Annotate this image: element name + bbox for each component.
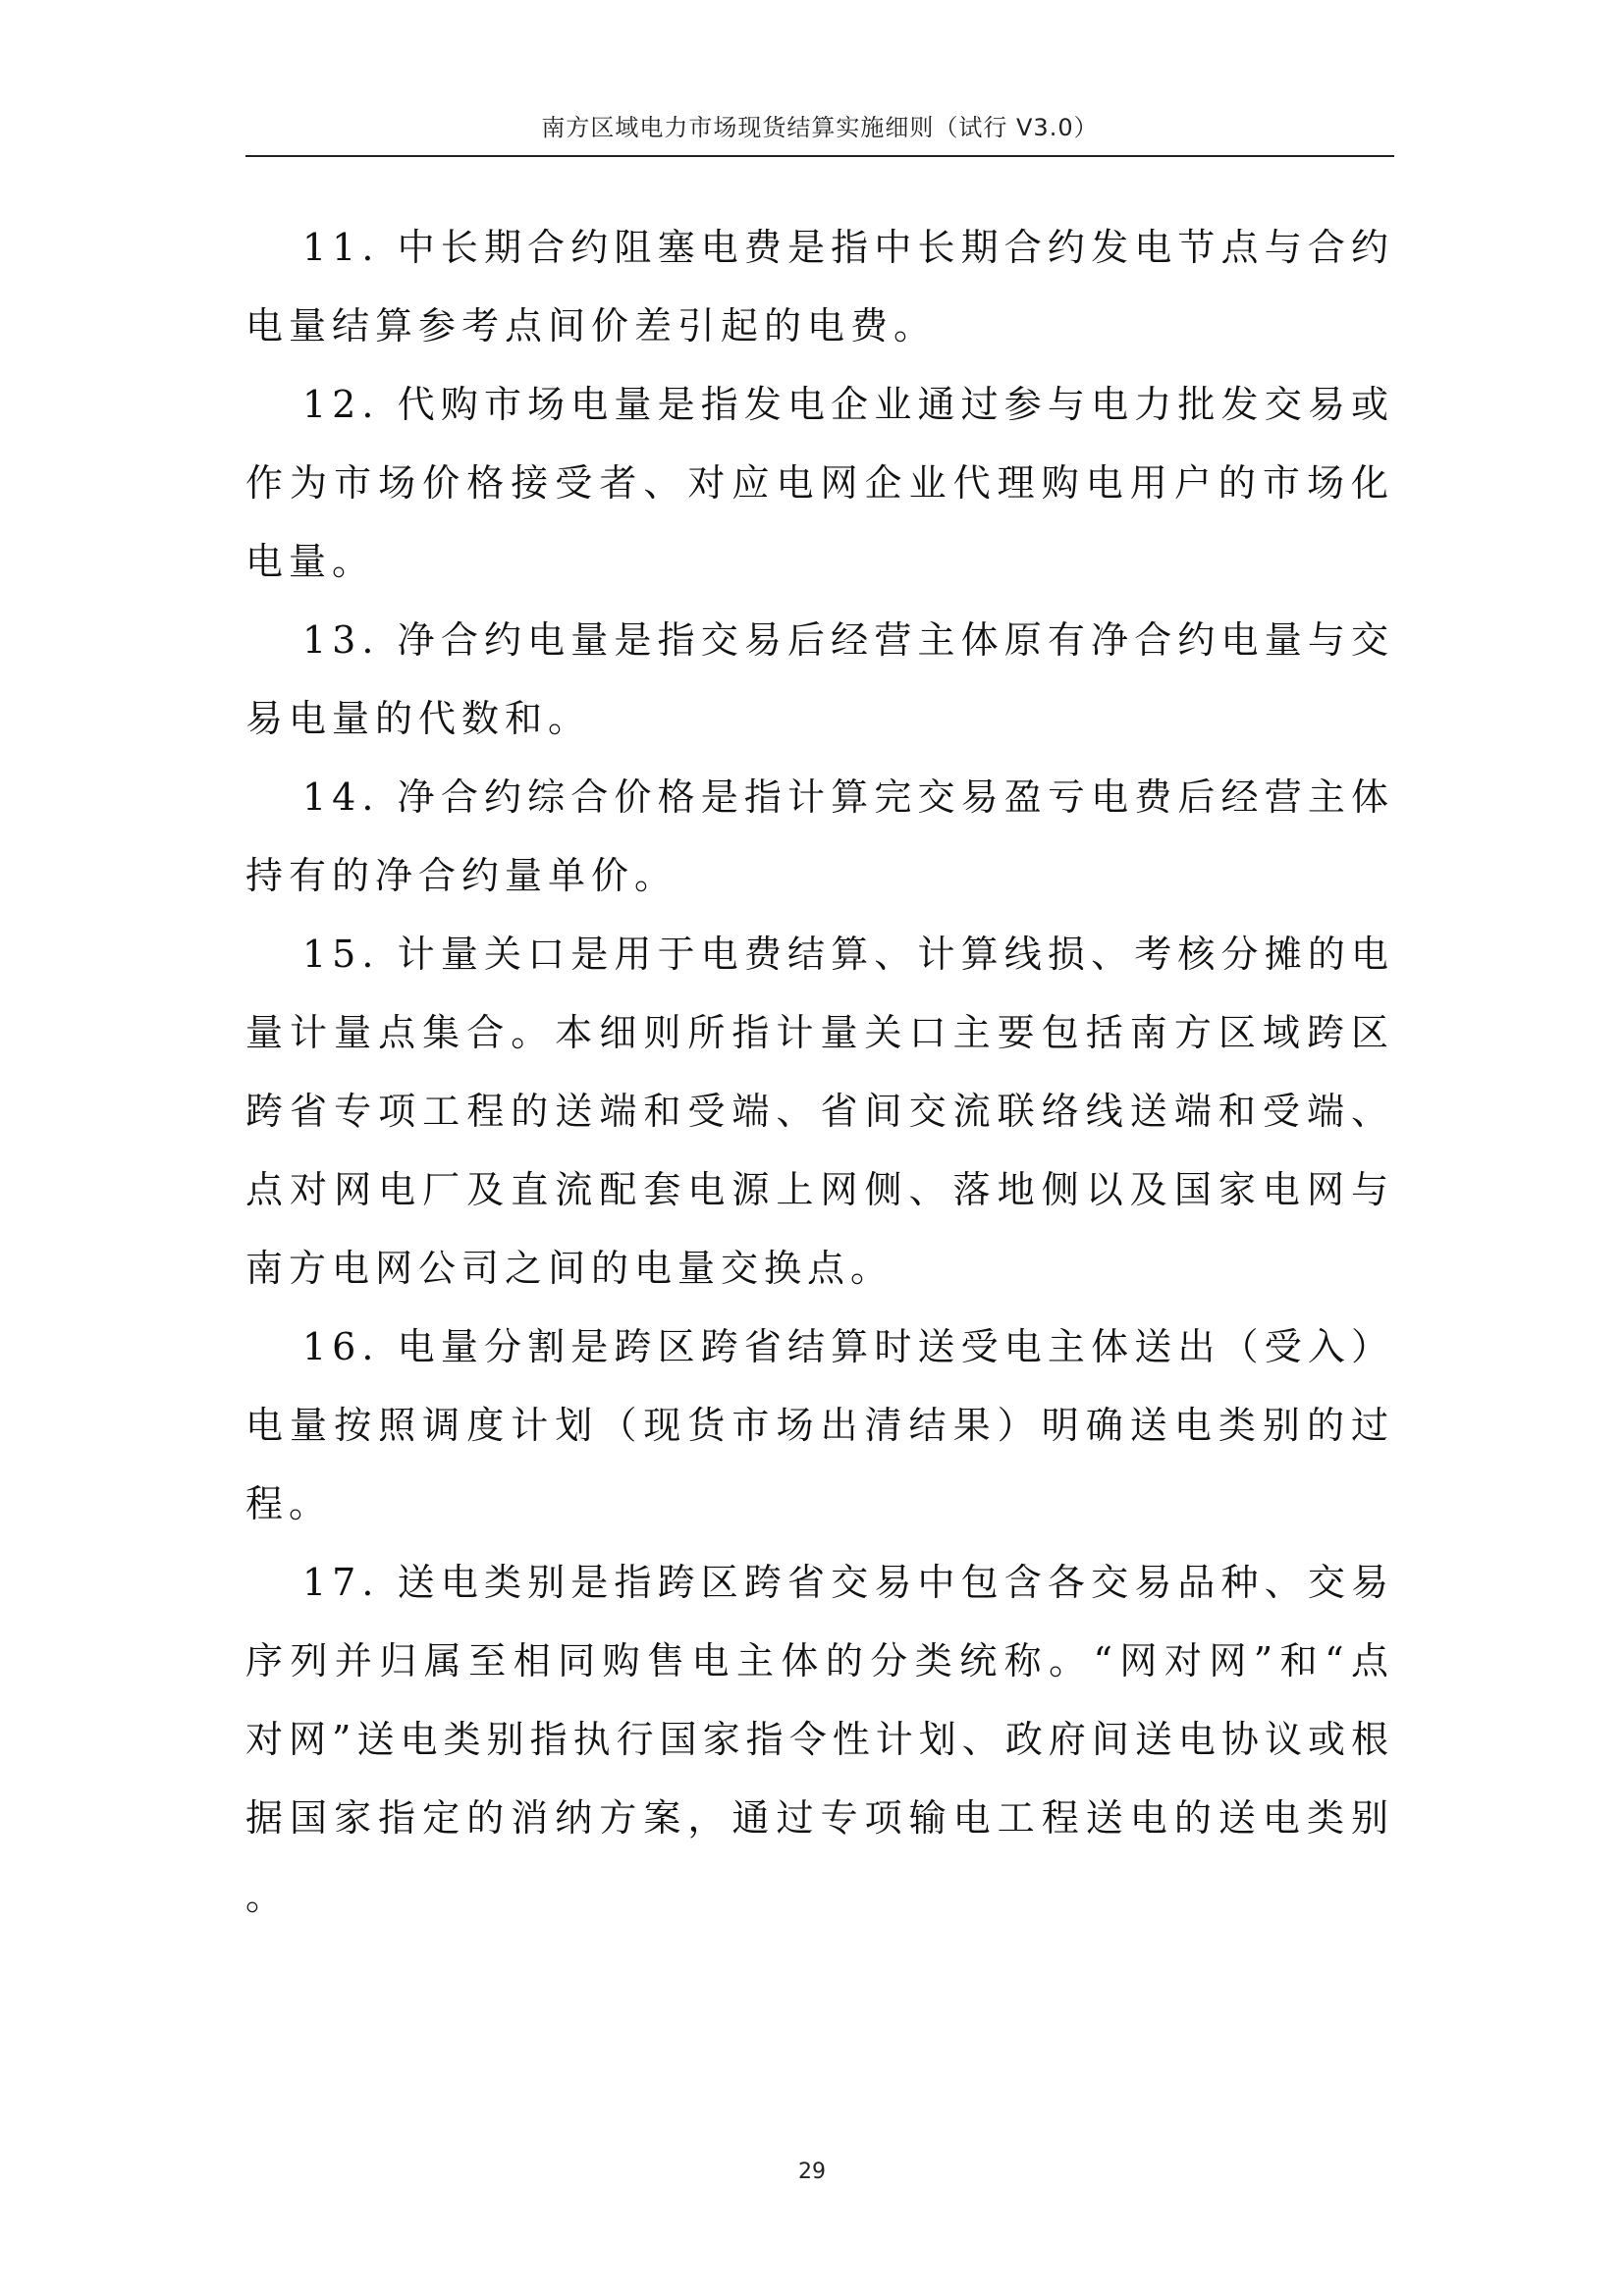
document-body [245,208,1394,1936]
page-header: 南方区域电力市场现货结算实施细则（试行 V3.0） [541,114,1099,141]
definition-paragraph-16: 16. 电量分割是跨区跨省结算时送受电主体送出（受入）电量按照调度计划（现货市场出清结果）明确送电类别的过程。 [245,1325,1394,1525]
page-number: 29 [798,2160,826,2184]
definition-paragraph-13: 13. 净合约电量是指交易后经营主体原有净合约电量与交易电量的代数和。 [245,618,1394,740]
definition-paragraph-14: 14. 净合约综合价格是指计算完交易盈亏电费后经营主体持有的净合约量单价。 [245,775,1394,897]
definition-paragraph-15: 15. 计量关口是用于电费结算、计算线损、考核分摊的电量计量点集合。本细则所指计量关口主要包括南方区域跨区跨省专项工程的送端和受端、省间交流联络线送端和受端、点对网电厂及直流配套电源上网侧、落地侧以及国家电网与南方电网公司之间的电量交换点。 [245,933,1394,1290]
definition-paragraph-17: 17. 送电类别是指跨区跨省交易中包含各交易品种、交易序列并归属至相同购售电主体的分类统称。“网对网”和“点对网”送电类别指执行国家指令性计划、政府间送电协议或根据国家指定的消纳方案，通过专项输电工程送电的送电类别。 [245,1561,1394,1918]
definition-paragraph-12: 12. 代购市场电量是指发电企业通过参与电力批发交易或作为市场价格接受者、对应电网企业代理购电用户的市场化电量。 [245,383,1394,583]
header-divider [245,155,1394,157]
definition-paragraph-11: 11. 中长期合约阻塞电费是指中长期合约发电节点与合约电量结算参考点间价差引起的电费。 [245,226,1394,347]
